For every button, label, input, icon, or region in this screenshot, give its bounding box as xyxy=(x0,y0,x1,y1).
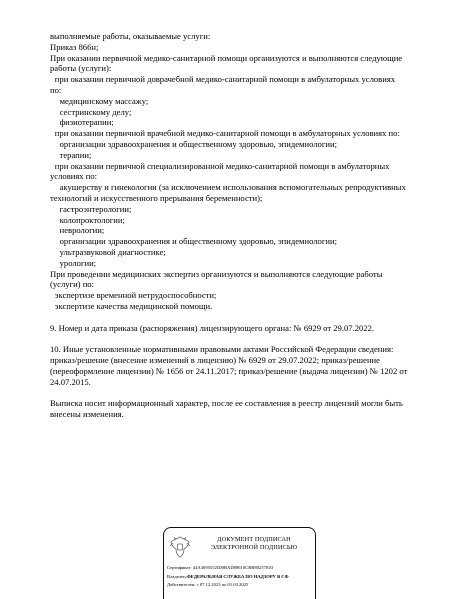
text-line: терапии; xyxy=(59,149,92,160)
stamp-owner xyxy=(167,573,316,582)
text-line: организации здравоохранения и общественному здоровью, эпидемиологии; xyxy=(59,138,337,149)
text-line: при оказании первичной доврачебной медико-санитарной помощи в амбулаторных условиях xyxy=(54,74,396,85)
text-line: (переоформление лицензии) № 1656 от 24.11.2017; приказ/решение (выдача лицензии) № 1202 от xyxy=(50,365,408,376)
text-line: технологий и искусственного прерывания беременности); xyxy=(50,192,263,203)
text-line: При проведении медицинских экспертиз организуются и выполняются следующие работы xyxy=(50,268,383,279)
text-line: ультразвуковой диагностике; xyxy=(59,246,166,257)
text-line: физиотерапии; xyxy=(59,117,114,128)
owner-value: ФЕДЕРАЛЬНАЯ СЛУЖБА ПО НАДЗОРУ В СФ xyxy=(186,573,289,579)
paragraph-spacer xyxy=(50,333,415,344)
text-line: экспертизе временной нетрудоспособности; xyxy=(54,290,217,301)
text-line: акушерству и гинекологии (за исключением использования вспомогательных репродуктивных xyxy=(59,182,406,193)
valid-label: Действителен: xyxy=(167,582,196,588)
stamp-details xyxy=(167,564,316,590)
text-line: условиях по: xyxy=(50,171,98,182)
valid-value: с 07.12.2023 по 01.03.2025 xyxy=(196,582,249,588)
document-body xyxy=(50,31,415,420)
text-line: (услуги) по: xyxy=(50,279,94,290)
paragraph-spacer xyxy=(50,387,415,398)
text-line: приказ/решение (внесение изменений в лицензию) № 6929 от 29.07.2022; приказ/решение xyxy=(50,354,380,365)
text-line: урологии; xyxy=(59,257,97,268)
certificate-value: 44A3695552ID0BAD08610CBB88257E03 xyxy=(192,565,274,570)
text-line: При оказании первичной медико-санитарной помощи организуются и выполняются следующие xyxy=(50,52,403,63)
stamp-title-line2: ЭЛЕКТРОННОЙ ПОДПИСЬЮ xyxy=(210,544,298,551)
text-line: организации здравоохранения и общественному здоровью, эпидемиологии; xyxy=(59,236,337,247)
text-line: 9. Номер и дата приказа (распоряжения) лицензирующего органа: № 6929 от 29.07.2022. xyxy=(50,322,375,333)
stamp-validity xyxy=(167,581,316,590)
text-line: 10. Иные установленные нормативными правовыми актами Российской Федерации сведения: xyxy=(50,344,394,355)
stamp-title-line1: ДОКУМЕНТ ПОДПИСАН xyxy=(217,536,291,543)
owner-label: Владелец: xyxy=(167,573,187,579)
text-line: неврологии; xyxy=(59,225,105,236)
text-line: Приказ 866н; xyxy=(50,41,99,52)
coat-of-arms-icon xyxy=(167,534,193,560)
e-signature-stamp xyxy=(163,527,316,599)
document-lines xyxy=(50,31,415,420)
stamp-certificate xyxy=(167,564,316,573)
text-line: сестринскому делу; xyxy=(59,106,132,117)
text-line: гастроэнтерологии; xyxy=(59,203,132,214)
text-line: экспертизе качества медицинской помощи. xyxy=(54,300,213,311)
text-line: выполняемые работы, оказываемые услуги: xyxy=(50,31,211,41)
text-line: 24.07.2015. xyxy=(50,376,91,387)
text-line: работы (услуги): xyxy=(50,63,112,74)
text-line: при оказании первичной специализированной медико-санитарной помощи в амбулаторных xyxy=(54,160,390,171)
text-line: колопроктологии; xyxy=(59,214,125,225)
certificate-label: Сертификат: xyxy=(167,565,192,570)
text-line: по: xyxy=(50,84,62,95)
text-line: медицинскому массажу; xyxy=(59,95,149,106)
text-line: при оказании первичной врачебной медико-санитарной помощи в амбулаторных условиях по: xyxy=(54,128,400,139)
text-line: внесены изменения. xyxy=(50,408,124,419)
text-line: Выписка носит информационный характер, после ее составления в реестр лицензий могли быть xyxy=(50,398,403,409)
stamp-title xyxy=(194,536,314,552)
paragraph-spacer xyxy=(50,312,415,323)
